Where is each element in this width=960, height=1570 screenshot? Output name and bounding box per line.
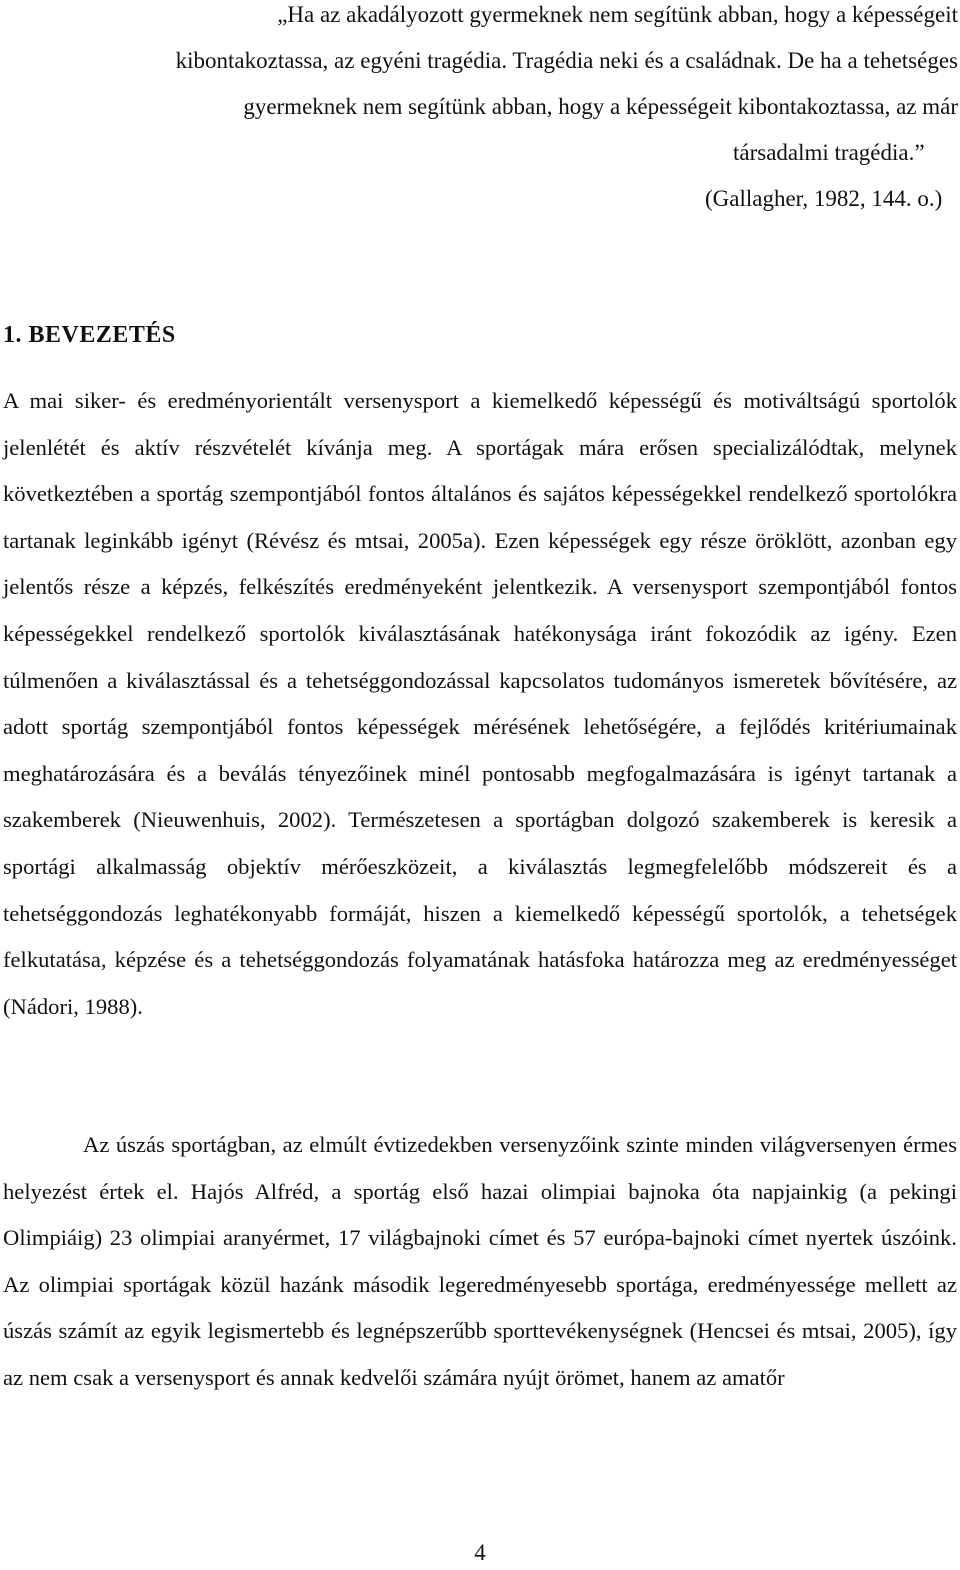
epigraph-line: gyermeknek nem segítünk abban, hogy a képességeit kibontakoztassa, az már xyxy=(243,94,958,119)
epigraph-citation: (Gallagher, 1982, 144. o.) xyxy=(705,186,943,211)
epigraph-line: kibontakoztassa, az egyéni tragédia. Tragédia neki és a családnak. De ha a tehetséges xyxy=(175,48,958,73)
epigraph-line: „Ha az akadályozott gyermeknek nem segítünk abban, hogy a képességeit xyxy=(277,2,958,27)
section-heading: 1. BEVEZETÉS xyxy=(3,322,176,348)
page-number: 4 xyxy=(474,1540,486,1565)
body-paragraph: A mai siker- és eredményorientált versenysport a kiemelkedő képességű és motiváltságú sportolók jelenlétét és aktív részvételét kívánja meg. A sportágak mára erősen specializálódtak, melynek következtében a sportág szempontjából fontos általános és sajátos képességekkel rendelkező sportolókra tartanak leginkább igényt (Révész és mtsai, 2005a). Ezen képességek egy része öröklött, azonban egy jelentős része a képzés, felkészítés eredményeként jelentkezik. A versenysport szempontjából fontos képességekkel rendelkező sportolók kiválasztásának hatékonysága iránt fokozódik az igény. Ezen túlmenően a kiválasztással és a tehetséggondozással kapcsolatos tudományos ismeretek bővítésére, az adott sportág szempontjából fontos képességek mérésének lehetőségére, a fejlődés kritériumainak meghatározására és a beválás tényezőinek minél pontosabb megfogalmazására is igényt tartanak a szakemberek (Nieuwenhuis, 2002). Természetesen a sportágban dolgozó szakemberek is keresik a sportági alkalmasság objektív mérőeszközeit, a kiválasztás legmegfelelőbb módszereit és a tehetséggondozás leghatékonyabb formáját, hiszen a kiemelkedő képességű sportolók, a tehetségek felkutatása, képzése és a tehetséggondozás folyamatának hatásfoka határozza meg az eredményességet (Nádori, 1988). xyxy=(3,388,957,1019)
body-paragraph: Az úszás sportágban, az elmúlt évtizedekben versenyzőink szinte minden világversenyen érmes helyezést értek el. Hajós Alfréd, a sportág első hazai olimpiai bajnoka óta napjainkig (a pekingi Olimpiáig) 23 olimpiai aranyérmet, 17 világbajnoki címet és 57 európa-bajnoki címet nyertek úszóink. Az olimpiai sportágak közül hazánk második legeredményesebb sportága, eredményessége mellett az úszás számít az egyik legismertebb és legnépszerűbb sporttevékenységnek (Hencsei és mtsai, 2005), így az nem csak a versenysport és annak kedvelői számára nyújt örömet, hanem az amatőr xyxy=(3,1132,957,1390)
epigraph-line: társadalmi tragédia.” xyxy=(733,140,925,165)
